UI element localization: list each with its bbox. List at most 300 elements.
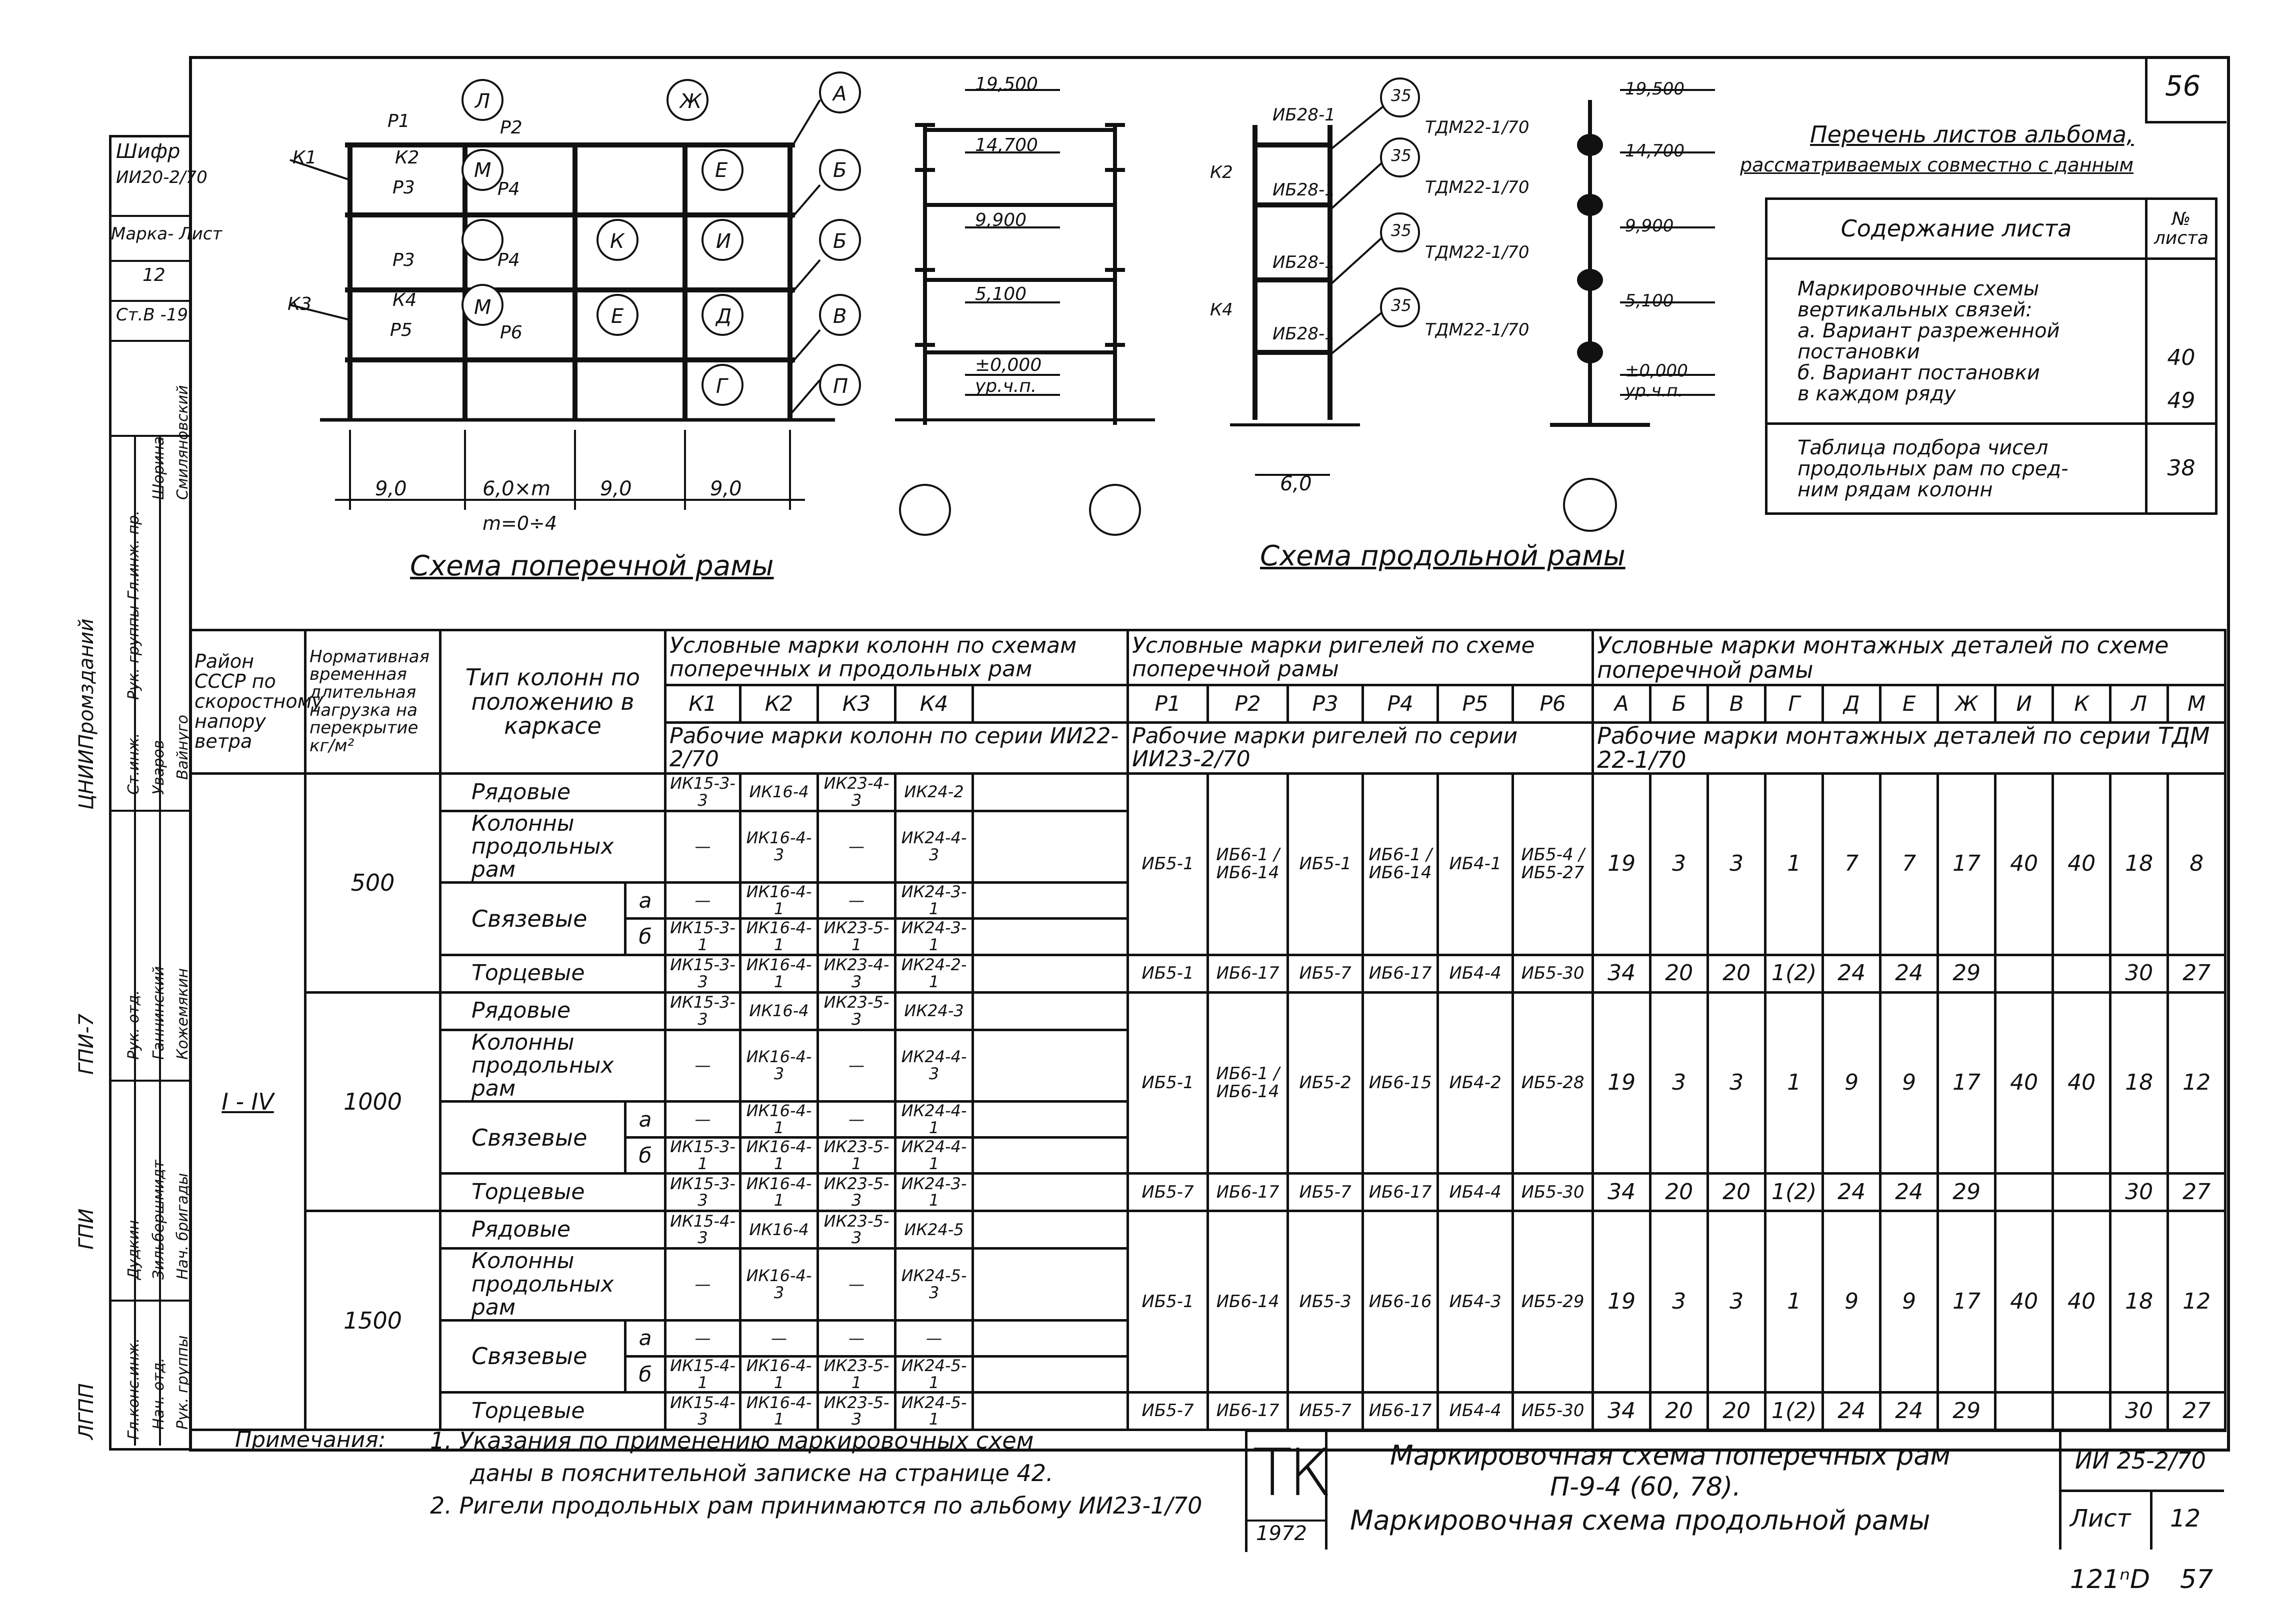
table-row	[190, 992, 2226, 1030]
header-column-marks: Условные марки колонн по схемам поперечных и продольных рам	[666, 630, 1128, 685]
column-mark-cell: —	[666, 1102, 740, 1138]
column-mark-cell: ИК16-4-3	[740, 1030, 818, 1102]
detail-cell: 18	[2110, 773, 2168, 955]
column-mark-cell: ИК24-4-1	[896, 1102, 973, 1138]
column-mark-cell: ИК24-2	[896, 773, 973, 811]
notes-label: Примечания:	[235, 1427, 386, 1453]
bottom-number: 57	[2180, 1565, 2214, 1595]
detail-cell: 1	[1766, 992, 1823, 1174]
detail-torc-cell: 27	[2168, 1393, 2226, 1430]
detail-cell: 19	[1593, 773, 1650, 955]
column-mark-cell: ИК15-4-1	[666, 1357, 740, 1393]
grid-circle-label: М	[474, 296, 492, 319]
diagram-label: Р6	[500, 322, 522, 343]
signature-row-divider	[109, 1300, 189, 1302]
strip-line	[109, 340, 189, 342]
span-dimension: 9,0	[375, 477, 407, 500]
elevation-label: ур.ч.п.	[975, 376, 1037, 396]
strip-line	[109, 215, 189, 217]
rigel-cell: ИБ5-29	[1513, 1211, 1593, 1393]
col-code-empty	[973, 685, 1128, 723]
detail-cell: 17	[1938, 1211, 1996, 1393]
signature-name: Вайнуго	[174, 715, 192, 780]
span-dimension: 6,0×m	[482, 477, 551, 500]
type-cell: Торцевые	[440, 1174, 666, 1211]
column-mark-cell: —	[818, 1321, 896, 1357]
callout-number: 35	[1391, 296, 1412, 315]
rigel-cell: ИБ5-1	[1288, 773, 1363, 955]
col-code-d: В	[1708, 685, 1766, 723]
detail-torc-cell: 1(2)	[1766, 1393, 1823, 1430]
table-row	[190, 1393, 2226, 1430]
signature-name: Кожемякин	[174, 968, 192, 1060]
rigel-cell: ИБ5-4 / ИБ5-27	[1513, 773, 1593, 955]
detail-cell: 8	[2168, 773, 2226, 955]
title-line-3: Маркировочная схема продольной рамы	[1350, 1505, 1930, 1536]
rigel-torc-cell: ИБ4-4	[1438, 1174, 1513, 1211]
elevation-label: 9,900	[1625, 216, 1674, 236]
column-mark-cell: ИК24-3-1	[896, 883, 973, 919]
col-code-k: К2	[740, 685, 818, 723]
signature-role: Гл.инж. пр.	[125, 510, 142, 600]
table-row	[190, 1174, 2226, 1211]
signature-name: Шорина	[150, 436, 168, 500]
detail-torc-cell: 29	[1938, 955, 1996, 992]
detail-cell: 9	[1823, 1211, 1880, 1393]
column-mark-cell: ИК24-2-1	[896, 955, 973, 992]
series-code: ИИ 25-2/70	[2075, 1447, 2206, 1474]
marka-list-label: Марка- Лист	[111, 224, 222, 244]
signature-role: Нач. бригады	[174, 1173, 192, 1280]
col-code-d: Л	[2110, 685, 2168, 723]
list-row-content	[1766, 259, 2146, 424]
diagram-label: Р3	[392, 177, 415, 198]
column-mark-cell: —	[666, 1321, 740, 1357]
title-block-divider	[1245, 1520, 1325, 1522]
list-row-line: Маркировочные схемы	[1798, 277, 2040, 300]
rigel-torc-cell: ИБ6-17	[1363, 1174, 1438, 1211]
signature-role: Нач. отд.	[150, 1358, 168, 1430]
col-code-d: Д	[1823, 685, 1880, 723]
detail-cell: 7	[1880, 773, 1938, 955]
header-region: Район СССР по скоростному напору ветра	[190, 630, 306, 774]
signature-name: Уваров	[150, 740, 168, 795]
col-code-r: Р3	[1288, 685, 1363, 723]
list-row-line: Таблица подбора чисел	[1798, 436, 2048, 459]
column-mark-cell: ИК24-3-1	[896, 1174, 973, 1211]
rigel-cell: ИБ5-1	[1128, 1211, 1208, 1393]
bottom-number: 121ⁿD	[2070, 1565, 2150, 1595]
column-mark-cell: ИК16-4-1	[740, 1357, 818, 1393]
column-mark-cell: ИК23-5-1	[818, 1357, 896, 1393]
marka-list-value: 12	[142, 265, 166, 285]
main-marking-table	[189, 629, 2226, 1431]
rigel-cell: ИБ5-1	[1128, 992, 1208, 1174]
grid-circle-label: Д	[716, 305, 732, 328]
column-mark-cell: ИК23-4-3	[818, 773, 896, 811]
detail-cell: 18	[2110, 992, 2168, 1174]
elevation-label: 5,100	[1625, 291, 1674, 311]
header-detail-marks: Условные марки монтажных деталей по схеме поперечной рамы	[1593, 630, 2226, 685]
column-mark-cell: ИК16-4	[740, 1211, 818, 1249]
detail-torc-cell: 20	[1650, 1393, 1708, 1430]
title-line-1: Маркировочная схема поперечных рам	[1390, 1440, 1951, 1471]
column-mark-cell: ИК16-4-3	[740, 1249, 818, 1321]
rigel-cell: ИБ6-14	[1208, 1211, 1288, 1393]
column-mark-cell: —	[666, 811, 740, 883]
type-cell: Торцевые	[440, 1393, 666, 1430]
shifr-label: Шифр	[116, 140, 180, 163]
grid-circle-label: Б	[833, 159, 847, 182]
span-dimension: 9,0	[600, 477, 632, 500]
column-mark-cell: ИК23-5-3	[818, 992, 896, 1030]
diagram-label: К4	[392, 290, 417, 310]
col-code-r: Р4	[1363, 685, 1438, 723]
column-mark-cell: ИК16-4-3	[740, 811, 818, 883]
transverse-frame-diagram	[260, 70, 880, 550]
col-code-r: Р2	[1208, 685, 1288, 723]
grid-circle-label: В	[833, 305, 847, 328]
callout-number: 35	[1391, 146, 1412, 165]
column-mark-cell: ИК16-4	[740, 773, 818, 811]
type-cell: Рядовые	[440, 1211, 666, 1249]
sub-cell: б	[626, 1138, 666, 1174]
detail-cell: 17	[1938, 773, 1996, 955]
col-code-r: Р5	[1438, 685, 1513, 723]
signature-name: Дудкин	[125, 1220, 142, 1280]
title-block-divider	[2150, 1490, 2152, 1550]
grid-circle-label: Л	[475, 90, 490, 113]
column-mark-cell: ИК23-5-1	[818, 919, 896, 955]
empty-cell	[973, 1249, 1128, 1321]
signature-name: Смиляновский	[174, 385, 192, 500]
detail-torc-cell: 24	[1880, 1174, 1938, 1211]
list-row-line: вертикальных связей:	[1798, 298, 2032, 321]
detail-torc-cell: 24	[1823, 1174, 1880, 1211]
detail-cell: 3	[1650, 1211, 1708, 1393]
bay-dimension: 6,0	[1280, 472, 1312, 495]
sub-cell: б	[626, 919, 666, 955]
detail-torc-cell: 24	[1880, 1393, 1938, 1430]
detail-cell: 40	[2053, 992, 2110, 1174]
rigel-torc-cell: ИБ5-30	[1513, 1393, 1593, 1430]
empty-cell	[973, 773, 1128, 811]
detail-torc-cell: 20	[1708, 1174, 1766, 1211]
detail-cell: 1	[1766, 1211, 1823, 1393]
empty-cell	[973, 1174, 1128, 1211]
signature-name: Зильбершмидт	[150, 1160, 168, 1280]
signature-role: Рук. отд.	[125, 990, 142, 1060]
rigel-torc-cell: ИБ4-4	[1438, 1393, 1513, 1430]
longitudinal-label: ИБ28-1	[1272, 180, 1336, 200]
list-row-line: а. Вариант разреженной	[1798, 319, 2060, 342]
longitudinal-label: ИБ28-1	[1272, 252, 1336, 272]
list-table-title: Перечень листов альбома,	[1810, 121, 2134, 148]
detail-cell: 17	[1938, 992, 1996, 1174]
corner-number: 56	[2165, 70, 2201, 102]
column-mark-cell: ИК24-4-3	[896, 811, 973, 883]
rigel-cell: ИБ6-16	[1363, 1211, 1438, 1393]
list-row-num: 38	[2146, 424, 2216, 514]
type-cell: Торцевые	[440, 955, 666, 992]
list-row-line: б. Вариант постановки	[1798, 361, 2040, 384]
col-code-k: К4	[896, 685, 973, 723]
col-code-d: Г	[1766, 685, 1823, 723]
column-mark-cell: ИК16-4-1	[740, 1174, 818, 1211]
grid-circle-label: К	[610, 230, 624, 253]
header-column-series: Рабочие марки колонн по серии ИИ22-2/70	[666, 723, 1128, 774]
column-mark-cell: ИК16-4	[740, 992, 818, 1030]
elevation-label: ±0,000	[1625, 361, 1688, 381]
elevation-label: 14,700	[975, 135, 1038, 155]
detail-cell: 3	[1708, 992, 1766, 1174]
list-table	[1765, 197, 2218, 515]
column-mark-cell: ИК23-4-3	[818, 955, 896, 992]
transverse-frame-title: Схема поперечной рамы	[410, 550, 774, 582]
column-mark-cell: ИК15-4-3	[666, 1211, 740, 1249]
empty-cell	[973, 883, 1128, 919]
column-mark-cell: ИК16-4-1	[740, 883, 818, 919]
callout-number: 35	[1391, 86, 1412, 105]
sub-cell: а	[626, 1102, 666, 1138]
col-code-k: К3	[818, 685, 896, 723]
detail-torc-cell	[1996, 1393, 2053, 1430]
column-mark-cell: ИК15-4-3	[666, 1393, 740, 1430]
type-cell: Связевые	[440, 1102, 626, 1174]
signature-name: Ганнинский	[150, 966, 168, 1060]
table-row	[190, 773, 2226, 811]
elevation-label: 5,100	[975, 284, 1027, 304]
rigel-torc-cell: ИБ6-17	[1208, 1174, 1288, 1211]
detail-cell: 1	[1766, 773, 1823, 955]
type-cell: Колонны продольных рам	[440, 1249, 666, 1321]
detail-cell: 12	[2168, 1211, 2226, 1393]
grid-circle-label: Е	[611, 305, 624, 328]
diagram-label: К2	[395, 147, 420, 168]
header-detail-series: Рабочие марки монтажных деталей по серии ТДМ 22-1/70	[1593, 723, 2226, 774]
detail-torc-cell: 27	[2168, 955, 2226, 992]
elevation-label: 19,500	[1625, 79, 1684, 99]
detail-torc-cell: 20	[1708, 1393, 1766, 1430]
detail-torc-cell: 27	[2168, 1174, 2226, 1211]
grid-circle-label: Е	[715, 159, 728, 182]
strip-line	[109, 260, 189, 262]
detail-torc-cell: 30	[2110, 1393, 2168, 1430]
org-name: ГПИ-7	[75, 1013, 98, 1075]
column-mark-cell: —	[666, 1030, 740, 1102]
rigel-cell: ИБ6-1 / ИБ6-14	[1363, 773, 1438, 955]
empty-cell	[973, 811, 1128, 883]
rigel-cell: ИБ5-3	[1288, 1211, 1363, 1393]
rigel-torc-cell: ИБ5-30	[1513, 955, 1593, 992]
empty-cell	[973, 1030, 1128, 1102]
grid-circle-label: М	[474, 159, 492, 182]
title-line-2: П-9-4 (60, 78).	[1550, 1472, 1741, 1502]
empty-cell	[973, 1102, 1128, 1138]
callout-code: ТДМ22-1/70	[1425, 242, 1530, 262]
note-line: даны в пояснительной записке на странице 42.	[470, 1460, 1054, 1487]
header-rigel-marks: Условные марки ригелей по схеме поперечной рамы	[1128, 630, 1593, 685]
rigel-cell: ИБ5-2	[1288, 992, 1363, 1174]
callout-code: ТДМ22-1/70	[1425, 320, 1530, 340]
column-mark-cell: ИК24-3-1	[896, 919, 973, 955]
elevation-label: ур.ч.п.	[1625, 381, 1684, 401]
list-table-subtitle: рассматриваемых совместно с данным	[1740, 154, 2134, 176]
elevation-label: 9,900	[975, 210, 1027, 230]
detail-cell: 40	[1996, 1211, 2053, 1393]
diagram-label: Р2	[500, 117, 522, 138]
detail-cell: 19	[1593, 1211, 1650, 1393]
column-mark-cell: —	[896, 1321, 973, 1357]
rigel-torc-cell: ИБ6-17	[1363, 1393, 1438, 1430]
code-value: Ст.В -19	[116, 305, 188, 325]
sheet-value: 12	[2170, 1505, 2201, 1533]
detail-torc-cell	[2053, 1393, 2110, 1430]
detail-torc-cell: 29	[1938, 1174, 1996, 1211]
strip-line	[109, 300, 189, 302]
table-row	[190, 955, 2226, 992]
type-cell: Колонны продольных рам	[440, 1030, 666, 1102]
rigel-cell: ИБ4-3	[1438, 1211, 1513, 1393]
elevation-label: ±0,000	[975, 355, 1042, 375]
col-code-d: Ж	[1938, 685, 1996, 723]
grid-circle-label: П	[833, 375, 848, 398]
longitudinal-label: К2	[1210, 162, 1233, 182]
column-mark-cell: —	[818, 1030, 896, 1102]
rigel-torc-cell: ИБ5-7	[1288, 1393, 1363, 1430]
diagram-label: Р3	[392, 250, 415, 270]
column-mark-cell: ИК16-4-1	[740, 1393, 818, 1430]
column-mark-cell: ИК15-3-1	[666, 1138, 740, 1174]
grid-circle-label: И	[716, 230, 731, 253]
detail-cell: 9	[1880, 1211, 1938, 1393]
column-mark-cell: ИК15-3-3	[666, 773, 740, 811]
rigel-cell: ИБ6-1 / ИБ6-14	[1208, 773, 1288, 955]
rigel-torc-cell: ИБ6-17	[1208, 955, 1288, 992]
detail-cell: 12	[2168, 992, 2226, 1174]
year: 1972	[1256, 1522, 1307, 1545]
column-mark-cell: ИК16-4-1	[740, 1138, 818, 1174]
column-mark-cell: ИК16-4-1	[740, 1102, 818, 1138]
column-mark-cell: ИК23-5-1	[818, 1138, 896, 1174]
column-mark-cell: —	[666, 1249, 740, 1321]
detail-cell: 40	[1996, 773, 2053, 955]
col-code-d: Б	[1650, 685, 1708, 723]
detail-torc-cell	[2053, 955, 2110, 992]
detail-torc-cell	[1996, 1174, 2053, 1211]
signature-row-divider	[109, 1080, 189, 1082]
grid-circle-label: Ж	[680, 90, 702, 113]
detail-cell: 40	[2053, 1211, 2110, 1393]
column-mark-cell: —	[818, 883, 896, 919]
list-col-content: Содержание листа	[1766, 199, 2146, 259]
column-mark-cell: —	[666, 883, 740, 919]
signature-role: Рук. группы	[125, 605, 142, 700]
column-mark-cell: ИК15-3-1	[666, 919, 740, 955]
col-code-d: А	[1593, 685, 1650, 723]
detail-cell: 9	[1823, 992, 1880, 1174]
rigel-cell: ИБ4-2	[1438, 992, 1513, 1174]
load-cell: 500	[306, 773, 440, 992]
detail-cell: 9	[1880, 992, 1938, 1174]
diagram-label: К1	[292, 147, 317, 168]
column-mark-cell: ИК24-4-1	[896, 1138, 973, 1174]
rigel-cell: ИБ6-1 / ИБ6-14	[1208, 992, 1288, 1174]
detail-torc-cell: 20	[1650, 1174, 1708, 1211]
detail-torc-cell	[1996, 955, 2053, 992]
type-cell: Колонны продольных рам	[440, 811, 666, 883]
column-mark-cell: —	[740, 1321, 818, 1357]
detail-cell: 40	[2053, 773, 2110, 955]
detail-torc-cell: 34	[1593, 955, 1650, 992]
grid-circle-label: А	[833, 82, 847, 105]
note-line: 2. Ригели продольных рам принимаются по альбому ИИ23-1/70	[430, 1492, 1202, 1519]
sheet-label: Лист	[2070, 1505, 2131, 1533]
rigel-cell: ИБ5-1	[1128, 773, 1208, 955]
detail-torc-cell: 1(2)	[1766, 955, 1823, 992]
signature-role: Рук. группы	[174, 1335, 192, 1430]
detail-torc-cell: 24	[1880, 955, 1938, 992]
org-name: ЦНИИПромзданий	[75, 618, 98, 810]
elevation-label: 19,500	[975, 74, 1038, 94]
diagram-label: Р1	[388, 111, 410, 131]
sub-cell: б	[626, 1357, 666, 1393]
org-name: ГПИ	[75, 1208, 98, 1250]
rigel-torc-cell: ИБ5-7	[1288, 955, 1363, 992]
rigel-torc-cell: ИБ5-1	[1128, 955, 1208, 992]
list-row-num	[2146, 259, 2216, 424]
list-row-line: продольных рам по сред-	[1798, 457, 2068, 480]
detail-torc-cell: 20	[1708, 955, 1766, 992]
list-col-num: № листа	[2146, 199, 2216, 259]
detail-torc-cell: 20	[1650, 955, 1708, 992]
rigel-torc-cell: ИБ6-17	[1208, 1393, 1288, 1430]
detail-torc-cell: 30	[2110, 955, 2168, 992]
rigel-cell: ИБ5-28	[1513, 992, 1593, 1174]
detail-cell: 18	[2110, 1211, 2168, 1393]
detail-torc-cell: 34	[1593, 1393, 1650, 1430]
empty-cell	[973, 1357, 1128, 1393]
empty-cell	[973, 1211, 1128, 1249]
empty-cell	[973, 1393, 1128, 1430]
col-code-r: Р6	[1513, 685, 1593, 723]
signature-row-divider	[109, 810, 189, 812]
detail-torc-cell: 34	[1593, 1174, 1650, 1211]
span-formula: m=0÷4	[482, 512, 558, 534]
type-cell: Рядовые	[440, 773, 666, 811]
col-code-d: И	[1996, 685, 2053, 723]
detail-torc-cell: 30	[2110, 1174, 2168, 1211]
empty-cell	[973, 1138, 1128, 1174]
column-mark-cell: ИК24-5-1	[896, 1393, 973, 1430]
column-mark-cell: ИК15-3-3	[666, 1174, 740, 1211]
column-mark-cell: ИК15-3-3	[666, 992, 740, 1030]
longitudinal-frame-title: Схема продольной рамы	[1260, 540, 1626, 572]
longitudinal-label: ИБ28-1	[1272, 105, 1336, 125]
diagram-label: Р5	[390, 320, 412, 340]
header-column-type: Тип колонн по положению в каркасе	[440, 630, 666, 774]
rigel-torc-cell: ИБ6-17	[1363, 955, 1438, 992]
grid-circle-label: Б	[833, 230, 847, 253]
header-rigel-series: Рабочие марки ригелей по серии ИИ23-2/70	[1128, 723, 1593, 774]
detail-torc-cell	[2053, 1174, 2110, 1211]
org-name: ЛГПП	[75, 1383, 98, 1440]
diagram-label: Р4	[498, 179, 520, 199]
col-code-d: Е	[1880, 685, 1938, 723]
list-row-line: в каждом ряду	[1798, 382, 1956, 405]
column-mark-cell: ИК24-5-3	[896, 1249, 973, 1321]
detail-cell: 3	[1708, 773, 1766, 955]
